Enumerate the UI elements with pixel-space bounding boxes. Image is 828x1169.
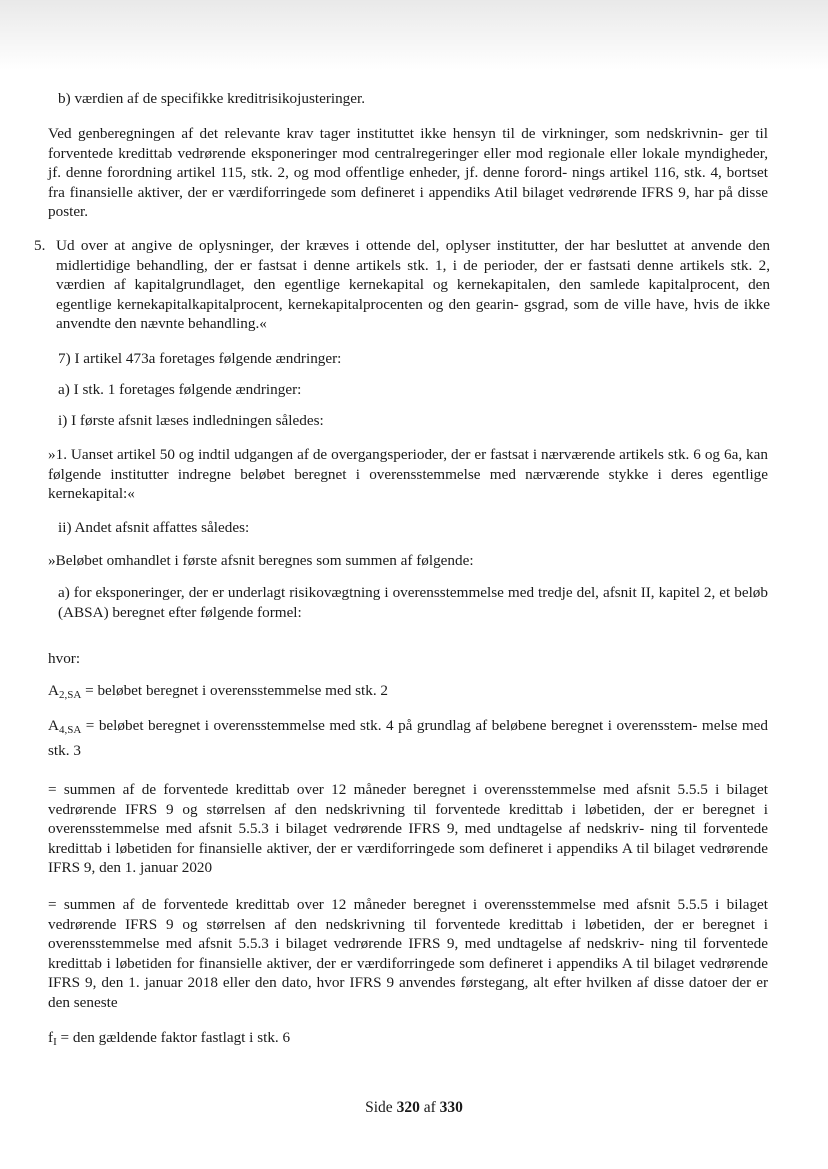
amendment-7-heading: 7) I artikel 473a foretages følgende ændringer: — [58, 350, 342, 367]
definition-factor-text: = den gældende faktor fastlagt i stk. 6 — [56, 1029, 291, 1046]
page-footer — [0, 1099, 828, 1117]
quoted-paragraph-1: »1. Uanset artikel 50 og indtil udgangen af de overgangsperioder, der er fastsat i nærværende artikels stk. 6 og 6a, kan følgende institutter indregne beløbet beregnet i overensstemmelse med nærværende stykke i deres egentlige kernekapital:« — [48, 446, 768, 502]
symbol-f: f — [48, 1029, 54, 1046]
item-a-formula-intro: a) for eksponeringer, der er underlagt risikovægtning i overensstemmelse med tredje del, afsnit II, kapitel 2, et beløb (ABSA) beregnet efter følgende formel: — [58, 584, 768, 621]
item-5-text: Ud over at angive de oplysninger, der kræves i ottende del, oplyser institutter, der har besluttet at anvende den midlertidige behandling, der er fastsat i denne artikels stk. 1, i de perioder, der er fastsati denne artikels stk. 2, værdien af kapitalgrundlaget, den egentlige kernekapital og kernekapitalen, den samlede kapitalprocent, den egentlige kernekapitalkapitalprocent, kernekapitalprocenten og den gearin- gsgrad, som de ville have, hvis de ikke anvendte den nævnte behandling.« — [56, 237, 770, 332]
current-page-number: 320 — [396, 1099, 420, 1116]
subscript-i: I — [53, 1036, 57, 1048]
definition-factor — [48, 1028, 768, 1053]
hvor-label: hvor: — [48, 650, 81, 667]
definition-sum-2018: = summen af de forventede kredittab over 12 måneder beregnet i overensstemmelse med afsnit 5.5.5 i bilaget vedrørende IFRS 9 og størrelsen af den nedskrivning til forventede kredittab i løbetiden, der er beregnet i overensstemmelse med afsnit 5.5.3 i bilaget vedrørende IFRS 9, med undtagelse af nedskriv- ning til forventede kredittab i løbetiden for finansielle aktiver, der er værdiforringede som defineret i appendiks A til bilaget vedrørende IFRS 9, den 1. januar 2018 eller den dato, hvor IFRS 9 anvendes førstegang, alt efter hvilken af disse datoer der er den seneste — [48, 896, 768, 1011]
amendment-i-line: i) I første afsnit læses indledningen således: — [58, 412, 324, 429]
definition-a2sa — [48, 681, 768, 706]
paragraph-recalculation: Ved genberegningen af det relevante krav tager instituttet ikke hensyn til de virkninger, som nedskrivnin- ger til forventede kredittab vedrørende eksponeringer mod centralregeringer eller mod regionale eller lokale myndigheder, jf. denne forordning artikel 115, stk. 2, og mod offentlige enheder, jf. denne forord- nings artikel 116, stk. 4, bortset fra finansielle aktiver, der er værdiforringede som defineret i appendiks Atil bilaget vedrørende IFRS 9, har på disse poster. — [48, 125, 768, 220]
footer-prefix: Side — [365, 1099, 397, 1116]
definition-a4sa-text: = beløbet beregnet i overensstemmelse med stk. 4 på grundlag af beløbene beregnet i overensstem- melse med stk. 3 — [48, 717, 768, 759]
amendment-ii-line: ii) Andet afsnit affattes således: — [58, 519, 250, 536]
symbol-a: A — [48, 682, 59, 699]
definition-a4sa — [48, 716, 768, 760]
subscript-4sa: 4,SA — [58, 724, 82, 736]
footer-middle: af — [419, 1099, 440, 1116]
item-number: 5. — [34, 237, 46, 254]
amendment-a-line: a) I stk. 1 foretages følgende ændringer: — [58, 381, 302, 398]
definition-sum-2020: = summen af de forventede kredittab over 12 måneder beregnet i overensstemmelse med afsnit 5.5.5 i bilaget vedrørende IFRS 9 og størrelsen af den nedskrivning til forventede kredittab i løbetiden, der er beregnet i overensstemmelse med afsnit 5.5.3 i bilaget vedrørende IFRS 9, med undtagelse af nedskriv- ning til forventede kredittab i løbetiden for finansielle aktiver, der er værdiforringede som defineret i appendiks A til bilaget vedrørende IFRS 9, den 1. januar 2020 — [48, 781, 768, 876]
quoted-paragraph-2: »Beløbet omhandlet i første afsnit beregnes som summen af følgende: — [48, 552, 474, 569]
total-page-count: 330 — [439, 1099, 463, 1116]
symbol-a: A — [48, 717, 59, 734]
subscript-2sa: 2,SA — [58, 689, 82, 701]
item-b-line: b) værdien af de specifikke kreditrisikojusteringer. — [58, 90, 366, 107]
definition-a2sa-text: = beløbet beregnet i overensstemmelse med stk. 2 — [81, 682, 389, 699]
